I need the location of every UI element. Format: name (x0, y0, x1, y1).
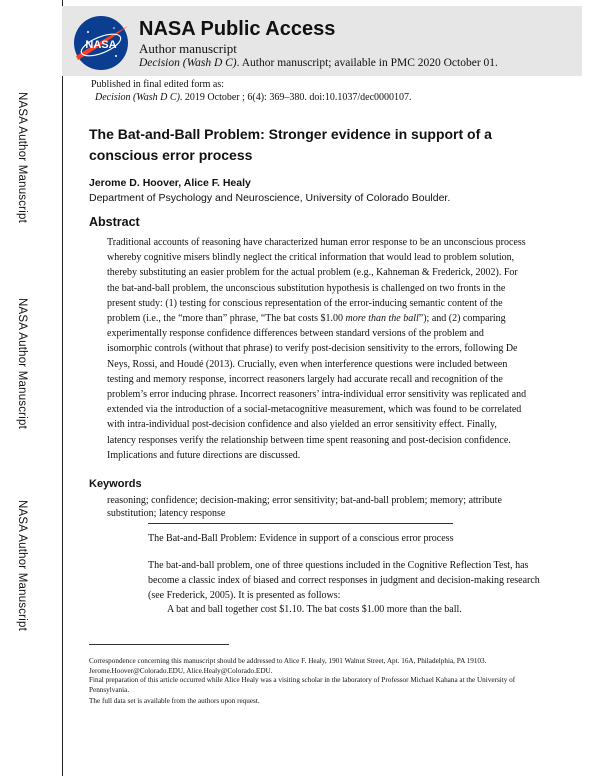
side-label-1: NASA Author Manuscript (16, 92, 28, 223)
footnote-rule (89, 644, 229, 645)
published-citation-line (91, 91, 412, 104)
header-citation (139, 57, 498, 69)
published-journal: Decision (Wash D C) (95, 92, 180, 103)
logo-text: NASA (85, 39, 117, 51)
margin-rule (62, 0, 63, 776)
keywords-heading: Keywords (89, 478, 142, 490)
problem-statement: A bat and ball together cost $1.10. The bat costs $1.00 more than the ball. (167, 604, 462, 615)
footnote-preparation: Final preparation of this article occurred while Alice Healy was a visiting scholar in the laboratory of Professor Michael Kahana at the University of Pennsylvania. (89, 676, 516, 694)
abstract-heading: Abstract (89, 215, 140, 229)
header-subtitle: Author manuscript (139, 41, 237, 56)
side-label-2: NASA Author Manuscript (16, 298, 28, 429)
footnote-data: The full data set is available from the authors upon request. (89, 697, 260, 705)
header-availability: . Author manuscript; available in PMC 2020 October 01. (236, 57, 498, 69)
published-info (91, 78, 412, 104)
side-label-3: NASA Author Manuscript (16, 500, 28, 631)
footnote-correspondence: Correspondence concerning this manuscript should be addressed to Alice F. Healy, 1901 Walnut Street, Apt. 16A, Philadelphia, PA 19103. Jerome.Hoover@Colorado.EDU, Alice.Healy@Colorado.EDU. (89, 657, 487, 675)
affiliation: Department of Psychology and Neuroscience, University of Colorado Boulder. (89, 192, 451, 204)
section-divider (148, 523, 453, 524)
published-label: Published in final edited form as: (91, 79, 225, 90)
intro-paragraph: The bat-and-ball problem, one of three questions included in the Cognitive Reflection Test, has become a classic index of biased and correct responses in judgment and decision-making research (see Frederick, 2005). It is presented as follows: (148, 560, 540, 602)
abstract-text: Traditional accounts of reasoning have characterized human error response to be an unconscious process whereby cognitive misers blindly neglect the critical information that would lead to problem solution, thereby substituting an easier problem for the actual problem (e.g., Kahneman & Frederick, 2002). For the bat-and-ball problem, the unconscious substitution hypothesis is challenged on two fronts in the present study: (1) testing for conscious representation of the error-inducing semantic content of the problem (i.e., the “more than” phrase, “The bat costs $1.00 more than the ball”); and (2) comparing experimentally response confidence differences between standard versions of the problem and isomorphic controls (without that phrase) to verify post-decision sensitivity to the errors, following De Neys, Rossi, and Houdé (2013). Crucially, even when interference questions were included between testing and memory response, incorrect reasoners largely had accurate recall and recognition of the problem’s error inducing phrase. Incorrect reasoners’ intra-individual error sensitivity was replicated and extended via the introduction of a social-metacognitive measurement, which was found to be correlated with intra-individual post-decision confidence and also yielded an error sensitivity effect. Finally, latency responses verify the relationship between time spent reasoning and post-decision confidence. Implications and future directions are discussed. (107, 237, 527, 461)
nasa-meatball-logo-icon (70, 12, 132, 74)
header-journal: Decision (Wash D C) (139, 57, 237, 69)
authors: Jerome D. Hoover, Alice F. Healy (89, 177, 251, 189)
article-title: The Bat-and-Ball Problem: Stronger evidence in support of a conscious error process (89, 126, 492, 163)
keywords-text: reasoning; confidence; decision-making; error sensitivity; bat-and-ball problem; memory; attribute substitution; latency response (107, 495, 502, 519)
running-title: The Bat-and-Ball Problem: Evidence in support of a conscious error process (148, 533, 454, 544)
abstract-italic-phrase: more than the ball (345, 313, 419, 325)
header-title: NASA Public Access (139, 18, 336, 40)
published-citation: . 2019 October ; 6(4): 369–380. doi:10.1037/dec0000107. (179, 92, 412, 103)
